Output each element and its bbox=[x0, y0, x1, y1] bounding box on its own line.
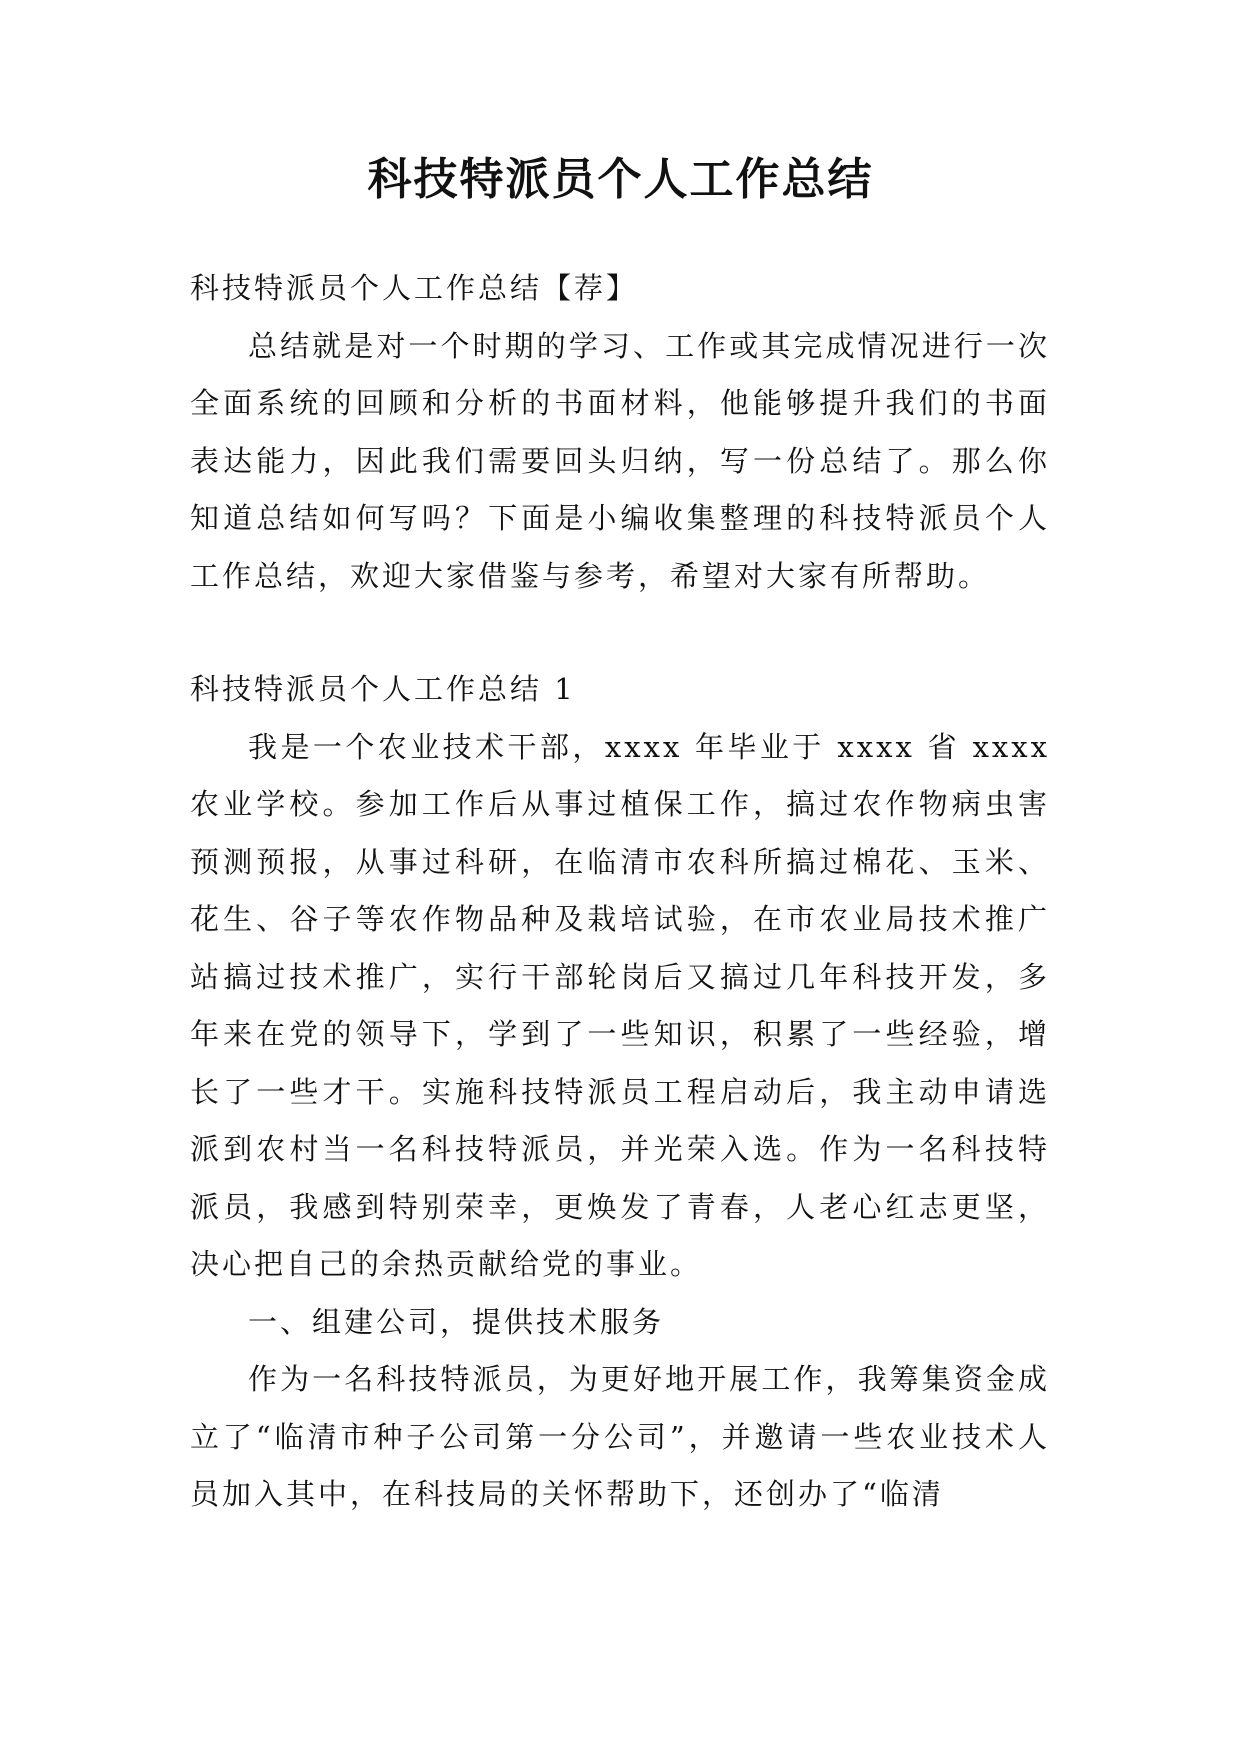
section-title: 科技特派员个人工作总结 1 bbox=[190, 672, 576, 706]
body-paragraph: 我是一个农业技术干部，xxxx 年毕业于 xxxx 省 xxxx 农业学校。参加工作后从事过植保工作，搞过农作物病虫害预测预报，从事过科研，在临清市农科所搞过棉花、玉米、花生、谷子等农作物品种及栽培试验，在市农业局技术推广站搞过技术推广，实行干部轮岗后又搞过几年科技开发，多年来在党的领导下，学到了一些知识，积累了一些经验，增长了一些才干。实施科技特派员工程启动后，我主动申请选派到农村当一名科技特派员，并光荣入选。作为一名科技特派员，我感到特别荣幸，更焕发了青春，人老心红志更坚，决心把自己的余热贡献给党的事业。 bbox=[190, 729, 1050, 1281]
document-subtitle: 科技特派员个人工作总结【荐】 bbox=[190, 271, 639, 305]
document-title: 科技特派员个人工作总结 bbox=[367, 154, 874, 205]
document-body bbox=[190, 260, 1050, 1524]
section-heading: 一、组建公司，提供技术服务 bbox=[248, 1304, 665, 1339]
intro-paragraph: 总结就是对一个时期的学习、工作或其完成情况进行一次全面系统的回顾和分析的书面材料，他能够提升我们的书面表达能力，因此我们需要回头归纳，写一份总结了。那么你知道总结如何写吗？下面是小编收集整理的科技特派员个人工作总结，欢迎大家借鉴与参考，希望对大家有所帮助。 bbox=[190, 328, 1050, 593]
section-spacer bbox=[190, 605, 1050, 661]
body-paragraph: 作为一名科技特派员，为更好地开展工作，我筹集资金成立了“临清市种子公司第一分公司”，并邀请一些农业技术人员加入其中，在科技局的关怀帮助下，还创办了“临清 bbox=[190, 1362, 1050, 1511]
